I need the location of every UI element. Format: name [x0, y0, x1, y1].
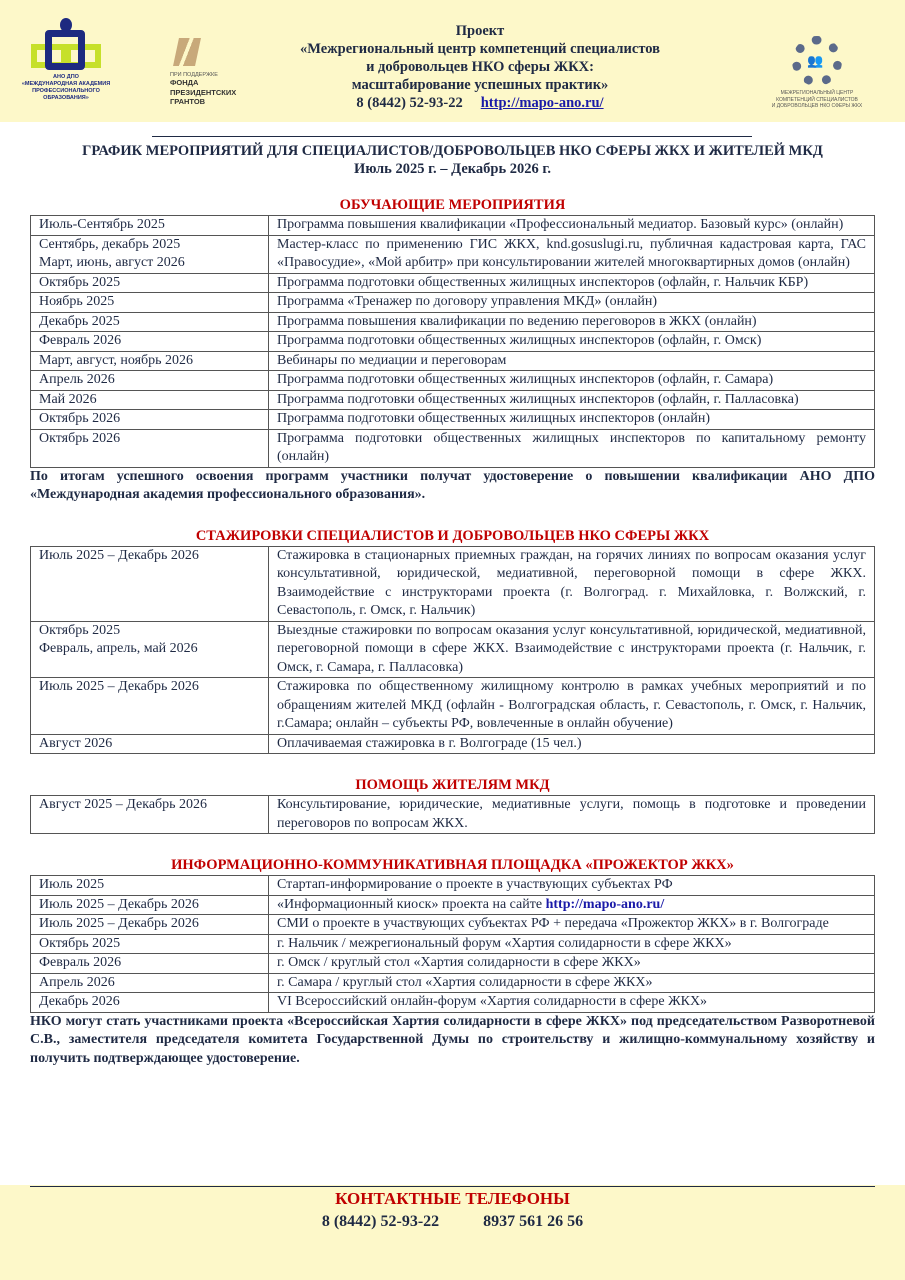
- table-row: [31, 546, 875, 621]
- table-row: [31, 390, 875, 410]
- event-cell: [269, 734, 875, 754]
- header-url-link[interactable]: http://mapo-ano.ru/: [480, 95, 604, 111]
- footer-contacts: [0, 1185, 905, 1280]
- table-row: [31, 371, 875, 391]
- event-text: Программа подготовки общественных жилищных инспекторов (офлайн, г. Самара): [277, 372, 774, 387]
- page-title: ГРАФИК МЕРОПРИЯТИЙ ДЛЯ СПЕЦИАЛИСТОВ/ДОБРОВОЛЬЦЕВ НКО СФЕРЫ ЖКХ И ЖИТЕЛЕЙ МКД: [82, 143, 823, 159]
- event-cell: [269, 895, 875, 915]
- event-cell: [269, 312, 875, 332]
- event-cell: [269, 546, 875, 621]
- date-cell: Апрель 2026: [31, 973, 269, 993]
- date-cell: Август 2025 – Декабрь 2026: [31, 796, 269, 834]
- event-text: Мастер-класс по применению ГИС ЖКХ, knd.gosuslugi.ru, публичная кадастровая карта, ГАС «Правосудие», «Мой арбитр» при консультировании жителей многоквартирных домов (онлайн): [277, 236, 866, 270]
- phone-2: 8937 561 26 56: [483, 1213, 584, 1230]
- section-heading: ПОМОЩЬ ЖИТЕЛЯМ МКД: [355, 777, 550, 793]
- section-heading: СТАЖИРОВКИ СПЕЦИАЛИСТОВ И ДОБРОВОЛЬЦЕВ НКО СФЕРЫ ЖКХ: [195, 527, 710, 544]
- table-row: [31, 293, 875, 313]
- event-cell: [269, 351, 875, 371]
- schedule-table: [30, 546, 875, 755]
- event-cell: [269, 954, 875, 974]
- event-cell: [269, 235, 875, 273]
- date-cell: Март, август, ноябрь 2026: [31, 351, 269, 371]
- table-row: [31, 915, 875, 935]
- table-row: [31, 351, 875, 371]
- event-text: Программа повышения квалификации по ведению переговоров в ЖКХ (онлайн): [277, 313, 757, 329]
- date-cell: Февраль 2026: [31, 332, 269, 352]
- header-banner: [0, 0, 905, 122]
- event-cell: [269, 390, 875, 410]
- event-cell: [269, 410, 875, 430]
- schedule-table: [30, 875, 875, 1013]
- table-row: [31, 895, 875, 915]
- event-text: Программа подготовки общественных жилищных инспекторов (офлайн, г. Нальчик КБР): [277, 274, 809, 290]
- event-text: Вебинары по медиации и переговорам: [277, 352, 507, 368]
- date-cell: Октябрь 2025: [31, 934, 269, 954]
- academy-logo: АНО ДПО «МЕЖДУНАРОДНАЯ АКАДЕМИЯ ПРОФЕССИОНАЛЬНОГО ОБРАЗОВАНИЯ»: [14, 18, 118, 104]
- contacts-heading: КОНТАКТНЫЕ ТЕЛЕФОНЫ: [335, 1189, 570, 1208]
- event-cell: [269, 915, 875, 935]
- date-cell: Февраль 2026: [31, 954, 269, 974]
- table-row: [31, 273, 875, 293]
- table-row: [31, 429, 875, 467]
- event-text: г. Омск / круглый стол «Хартия солидарности в сфере ЖКХ»: [277, 955, 641, 970]
- schedule-table: [30, 795, 875, 834]
- event-text: Консультирование, юридические, медиативные услуги, помощь в подготовке и проведении переговоров по вопросам ЖКХ.: [277, 797, 866, 831]
- event-text: «Информационный киоск» проекта на сайте: [277, 896, 546, 912]
- table-row: [31, 734, 875, 754]
- date-cell: Октябрь 2026: [31, 410, 269, 430]
- event-text: СМИ о проекте в участвующих субъектах РФ + передача «Прожектор ЖКХ» в г. Волгограде: [277, 916, 829, 931]
- table-row: [31, 973, 875, 993]
- date-cell: Июль 2025 – Декабрь 2026: [31, 915, 269, 935]
- event-text: г. Нальчик / межрегиональный форум «Хартия солидарности в сфере ЖКХ»: [277, 935, 732, 951]
- table-row: [31, 312, 875, 332]
- people-icon: 👥: [807, 53, 824, 68]
- date-cell: Июль 2025: [31, 876, 269, 896]
- event-cell: [269, 216, 875, 236]
- date-cell: Апрель 2026: [31, 371, 269, 391]
- event-cell: [269, 973, 875, 993]
- event-cell: [269, 678, 875, 735]
- event-text: Программа подготовки общественных жилищных инспекторов (офлайн, г. Омск): [277, 333, 762, 348]
- date-cell: Май 2026: [31, 390, 269, 410]
- event-cell: [269, 993, 875, 1013]
- site-link[interactable]: http://mapo-ano.ru/: [545, 896, 665, 912]
- date-cell: Октябрь 2025: [31, 273, 269, 293]
- event-cell: [269, 621, 875, 678]
- date-cell: Декабрь 2026: [31, 993, 269, 1013]
- section-note: По итогам успешного освоения программ участники получат удостоверение о повышении квалификации АНО ДПО «Международная академия профессионального образования».: [30, 468, 875, 502]
- event-text: Программа подготовки общественных жилищных инспекторов по капитальному ремонту (онлайн): [277, 430, 866, 464]
- divider: [152, 136, 752, 137]
- date-cell: Октябрь 2026: [31, 429, 269, 467]
- event-text: Программа подготовки общественных жилищных инспекторов (онлайн): [277, 411, 710, 426]
- event-text: VI Всероссийский онлайн-форум «Хартия солидарности в сфере ЖКХ»: [277, 994, 708, 1009]
- period: Июль 2025 г. – Декабрь 2026 г.: [354, 161, 551, 177]
- event-text: Стажировка в стационарных приемных граждан, на горячих линиях по вопросам оказания услуг консультативной, юридической, медиативной, переговорной помощи в сфере ЖКХ. Взаимодействие с инструкторами проекта (г. Волгоград. г. Михайловка, г. Волжский, г. Севастополь, г. Омск, г. Нальчик): [277, 547, 866, 618]
- event-cell: [269, 332, 875, 352]
- event-cell: [269, 876, 875, 896]
- table-row: [31, 235, 875, 273]
- event-text: г. Самара / круглый стол «Хартия солидарности в сфере ЖКХ»: [277, 974, 653, 990]
- event-text: Оплачиваемая стажировка в г. Волгограде (15 чел.): [277, 735, 582, 751]
- event-text: Выездные стажировки по вопросам оказания услуг консультативной, юридической, медиативной, переговорной помощи в сфере ЖКХ. Взаимодействие с инструкторами проекта (г. Нальчик, г. Омск, г. Самара, г. Палласовка): [277, 622, 866, 675]
- date-cell: Июль 2025 – Декабрь 2026: [31, 546, 269, 621]
- event-text: Стартап-информирование о проекте в участвующих субъектах РФ: [277, 877, 673, 892]
- table-row: [31, 678, 875, 735]
- phone-1: 8 (8442) 52-93-22: [321, 1213, 440, 1230]
- event-text: Программа «Тренажер по договору управления МКД» (онлайн): [277, 294, 657, 309]
- date-cell: Июль 2025 – Декабрь 2026: [31, 678, 269, 735]
- header-phone: 8 (8442) 52-93-22: [356, 95, 463, 111]
- table-row: [31, 876, 875, 896]
- event-cell: [269, 371, 875, 391]
- event-cell: [269, 293, 875, 313]
- table-row: [31, 993, 875, 1013]
- event-text: Программа подготовки общественных жилищных инспекторов (офлайн, г. Палласовка): [277, 391, 799, 407]
- project-info: Проект «Межрегиональный центр компетенций специалистов и добровольцев НКО сферы ЖКХ: масштабирование успешных практик» 8 (8442) 52-93-22 http://mapo-ano.ru/: [299, 23, 660, 111]
- table-row: [31, 332, 875, 352]
- event-text: Программа повышения квалификации «Профессиональный медиатор. Базовый курс» (онлайн): [277, 217, 844, 232]
- table-row: [31, 410, 875, 430]
- date-cell: Июль 2025 – Декабрь 2026: [31, 895, 269, 915]
- table-row: [31, 621, 875, 678]
- date-cell: Ноябрь 2025: [31, 293, 269, 313]
- section-heading: ИНФОРМАЦИОННО-КОММУНИКАТИВНАЯ ПЛОЩАДКА «ПРОЖЕКТОР ЖКХ»: [171, 857, 734, 873]
- schedule-table: [30, 215, 875, 468]
- competence-center-logo: 👥 МЕЖРЕГИОНАЛЬНЫЙ ЦЕНТР КОМПЕТЕНЦИЙ СПЕЦИАЛИСТОВ И ДОБРОВОЛЬЦЕВ НКО СФЕРЫ ЖКХ: [762, 36, 872, 110]
- table-row: [31, 796, 875, 834]
- date-cell: Июль-Сентябрь 2025: [31, 216, 269, 236]
- section-heading: ОБУЧАЮЩИЕ МЕРОПРИЯТИЯ: [339, 197, 566, 213]
- table-row: [31, 216, 875, 236]
- schedule: [30, 196, 875, 1068]
- date-cell: Сентябрь, декабрь 2025 Март, июнь, август 2026: [31, 235, 269, 273]
- event-cell: [269, 273, 875, 293]
- event-cell: [269, 429, 875, 467]
- event-cell: [269, 796, 875, 834]
- section-note: НКО могут стать участниками проекта «Всероссийская Хартия солидарности в сфере ЖКХ» под председательством Разворотневой С.В., заместителя председателя комитета Государственной Думы по строительству и жилищно-коммунальному хозяйству и получить подтверждающее удостоверение.: [30, 1013, 875, 1066]
- presidential-grants-fund-logo: ПРИ ПОДДЕРЖКЕ ФОНДА ПРЕЗИДЕНТСКИХ ГРАНТОВ: [170, 38, 260, 107]
- event-cell: [269, 934, 875, 954]
- date-cell: Октябрь 2025 Февраль, апрель, май 2026: [31, 621, 269, 678]
- table-row: [31, 934, 875, 954]
- event-text: Стажировка по общественному жилищному контролю в рамках учебных мероприятий и по обращениям жителей МКД (офлайн - Волгоградская область, г. Севастополь, г. Омск, г. Нальчик, г.Самара; онлайн – субъекты РФ, вовлеченные в онлайн обучение): [277, 679, 866, 731]
- table-row: [31, 954, 875, 974]
- date-cell: Август 2026: [31, 734, 269, 754]
- date-cell: Декабрь 2025: [31, 312, 269, 332]
